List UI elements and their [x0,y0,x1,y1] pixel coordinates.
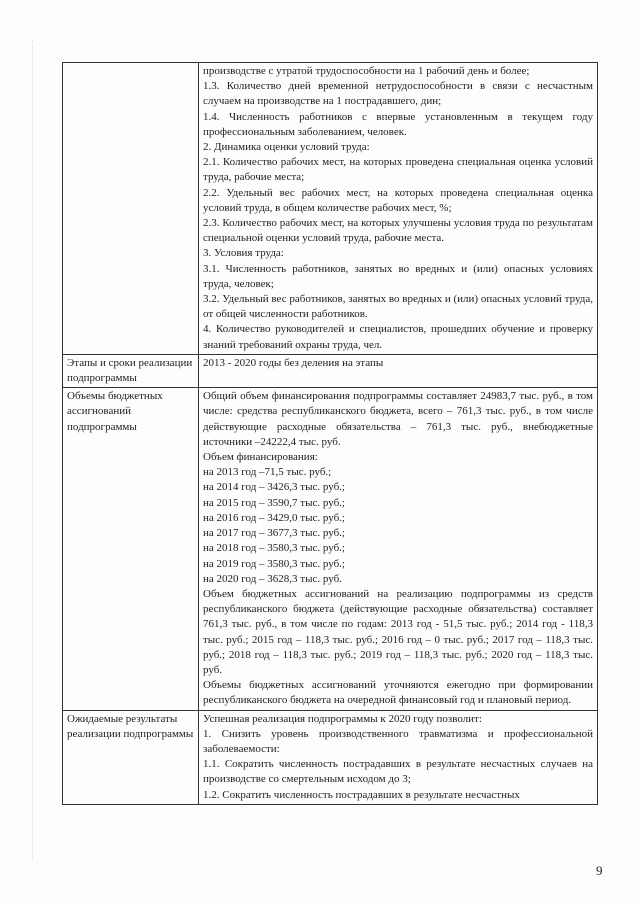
list-item: 3. Условия труда: [203,247,284,260]
list-item: Общий объем финансирования подпрограммы составляет 24983,7 тыс. руб., в том числе: средства республиканского бюджета, всего – 761,3 тыс. руб., в том числе действующие расходные обязательства – 761,3 тыс. руб., внебюджетные источники –24222,4 тыс. руб. [203,390,593,448]
list-item: Объемы бюджетных ассигнований уточняются ежегодно при формировании республиканского бюджета на очередной финансовый год и плановый период. [203,679,593,707]
subprogram-passport-table [62,62,598,805]
list-item: Объем бюджетных ассигнований на реализацию подпрограммы из средств республиканского бюджета (действующие расходные обязательства) составляет 761,3 тыс. руб., в том числе по годам: 2013 год - 51,5 тыс. руб.; 2014 год - 118,3 тыс. руб.; 2015 год – 118,3 тыс. руб.; 2016 год – 0 тыс. руб.; 2017 год – 118,3 тыс. руб.; 2018 год – 118,3 тыс. руб.; 2019 год – 118,3 тыс. руб.; 2020 год – 118,3 тыс. руб. [203,587,593,676]
list-item: 2. Динамика оценки условий труда: [203,141,370,154]
list-item: 2013 - 2020 годы без деления на этапы [203,356,384,369]
row-label-stages: Этапы и сроки реализации подпрограммы [63,354,199,387]
list-item: 1.4. Численность работников с впервые установленным в текущем году профессиональным заболеванием, человек. [203,110,593,138]
list-item: Успешная реализация подпрограммы к 2020 году позволит: [203,712,482,725]
row-content-results [199,710,598,804]
list-item: на 2014 год – 3426,3 тыс. руб.; [203,481,345,494]
list-item: Объем финансирования: [203,451,318,464]
row-label-budget: Объемы бюджетных ассигнований подпрограммы [63,388,199,710]
row-content-indicators [199,63,598,355]
table-row [63,388,598,710]
list-item: 3.1. Численность работников, занятых во вредных и (или) опасных условиях труда, человек; [203,262,593,290]
list-item: 2.2. Удельный вес рабочих мест, на которых проведена специальная оценка условий труда, в общем количестве рабочих мест, %; [203,186,593,214]
row-label-results: Ожидаемые результаты реализации подпрограммы [63,710,199,804]
list-item: 3.2. Удельный вес работников, занятых во вредных и (или) опасных условий труда, от общей численности работников. [203,293,593,321]
row-content-budget [199,388,598,710]
page-number: 9 [596,863,603,878]
list-item: на 2017 год – 3677,3 тыс. руб.; [203,527,345,540]
list-item: на 2016 год – 3429,0 тыс. руб.; [203,511,345,524]
row-label-indicators [63,63,199,355]
table-row [63,63,598,355]
list-item: на 2019 год – 3580,3 тыс. руб.; [203,557,345,570]
table-row [63,354,598,387]
list-item: на 2020 год – 3628,3 тыс. руб. [203,572,342,585]
list-item: 1.1. Сократить численность пострадавших в результате несчастных случаев на производстве со смертельным исходом до 3; [203,758,593,786]
list-item: 1.2. Сократить численность пострадавших в результате несчастных [203,788,520,801]
list-item: 4. Количество руководителей и специалистов, прошедших обучение и проверку знаний требований охраны труда, чел. [203,323,593,351]
list-item: на 2013 год –71,5 тыс. руб.; [203,466,332,479]
list-item: 2.3. Количество рабочих мест, на которых улучшены условия труда по результатам специальной оценки условий труда, рабочие места. [203,217,593,245]
list-item: 1.3. Количество дней временной нетрудоспособности в связи с несчастным случаем на производстве на 1 пострадавшего, дин; [203,80,593,108]
list-item: 1. Снизить уровень производственного травматизма и профессиональной заболеваемости: [203,727,593,755]
list-item: производстве с утратой трудоспособности на 1 рабочий день и более; [203,65,530,77]
scan-edge [32,40,35,860]
row-content-stages [199,354,598,387]
table-row [63,710,598,804]
list-item: на 2018 год – 3580,3 тыс. руб.; [203,542,345,555]
list-item: на 2015 год – 3590,7 тыс. руб.; [203,496,345,509]
list-item: 2.1. Количество рабочих мест, на которых проведена специальная оценка условий труда, рабочие места; [203,156,593,184]
